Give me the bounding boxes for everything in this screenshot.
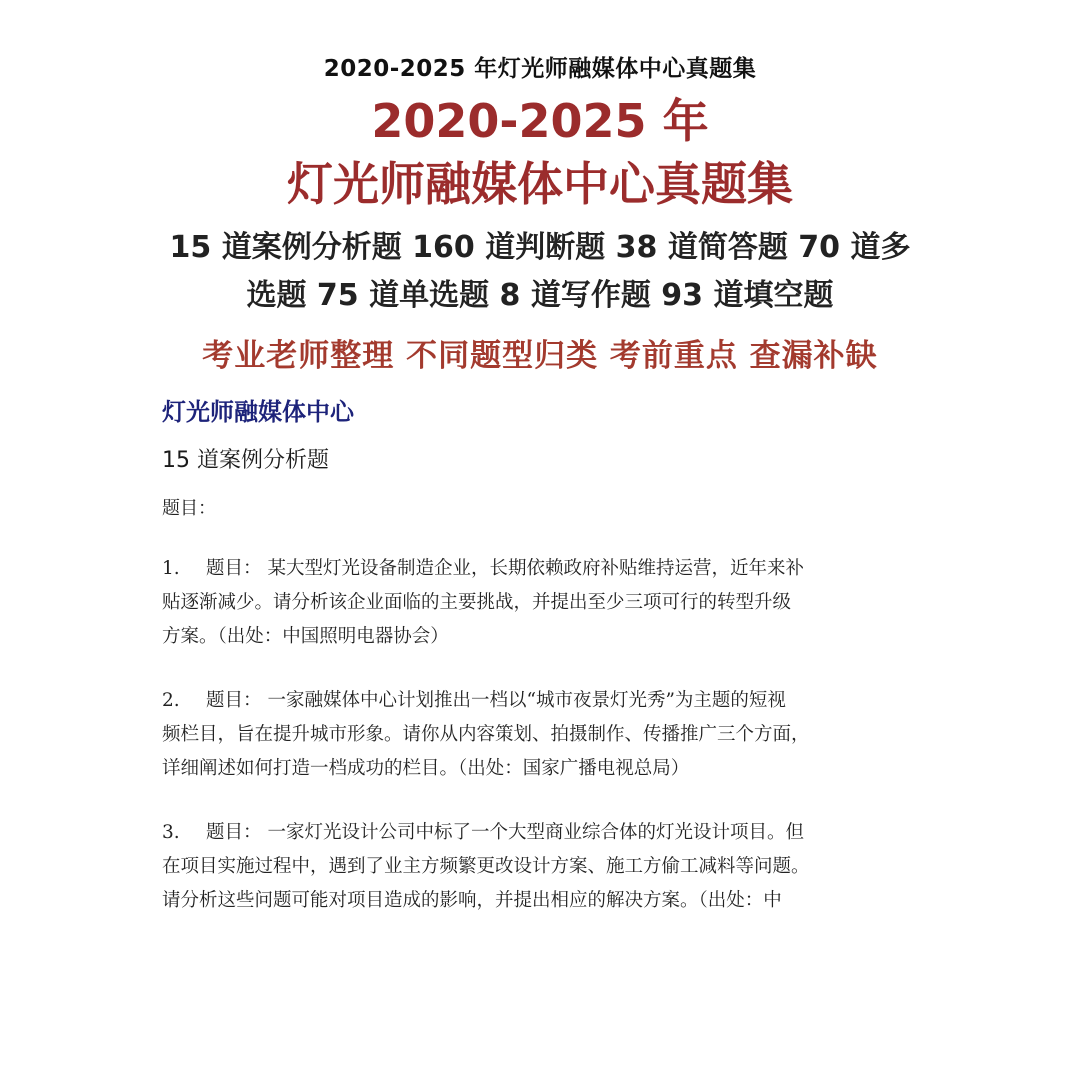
question-number: 1. [162, 558, 180, 579]
question-text: 请分析这些问题可能对项目造成的影响，并提出相应的解决方案。（出处：中 [162, 890, 782, 911]
question-item [162, 684, 922, 786]
question-item [162, 552, 922, 654]
question-text: 一家融媒体中心计划推出一档以“城市夜景灯光秀”为主题的短视 [267, 690, 786, 711]
question-item [162, 816, 922, 918]
question-label: 题目： [206, 690, 262, 711]
question-first-line [162, 684, 922, 718]
subtitle-line-2: 选题 75 道单选题 8 道写作题 93 道填空题 [246, 278, 834, 313]
question-label: 题目： [206, 822, 262, 843]
tagline: 考业老师整理 不同题型归类 考前重点 查漏补缺 [202, 338, 878, 374]
subtitle-line-1: 15 道案例分析题 160 道判断题 38 道简答题 70 道多 [169, 230, 911, 265]
prompt-label: 题目： [162, 498, 216, 519]
question-first-line [162, 816, 922, 850]
document-header: 2020-2025 年灯光师融媒体中心真题集 [323, 56, 757, 82]
question-text: 频栏目，旨在提升城市形象。请你从内容策划、拍摄制作、传播推广三个方面， [162, 724, 810, 745]
question-text: 详细阐述如何打造一档成功的栏目。（出处：国家广播电视总局） [162, 758, 690, 779]
question-label: 题目： [206, 558, 262, 579]
section-heading: 灯光师融媒体中心 [162, 398, 354, 426]
main-title-line-1: 2020-2025 年 [371, 94, 709, 148]
question-first-line [162, 552, 922, 586]
main-title-line-2: 灯光师融媒体中心真题集 [287, 157, 793, 211]
question-text: 一家灯光设计公司中标了一个大型商业综合体的灯光设计项目。但 [267, 822, 805, 843]
question-text: 贴逐渐减少。请分析该企业面临的主要挑战，并提出至少三项可行的转型升级 [162, 592, 792, 613]
question-text: 方案。（出处：中国照明电器协会） [162, 626, 449, 647]
question-text: 在项目实施过程中，遇到了业主方频繁更改设计方案、施工方偷工减料等问题。 [162, 856, 810, 877]
question-number: 2. [162, 690, 180, 711]
subsection-heading: 15 道案例分析题 [162, 448, 329, 473]
question-number: 3. [162, 822, 180, 843]
question-text: 某大型灯光设备制造企业，长期依赖政府补贴维持运营，近年来补 [267, 558, 805, 579]
